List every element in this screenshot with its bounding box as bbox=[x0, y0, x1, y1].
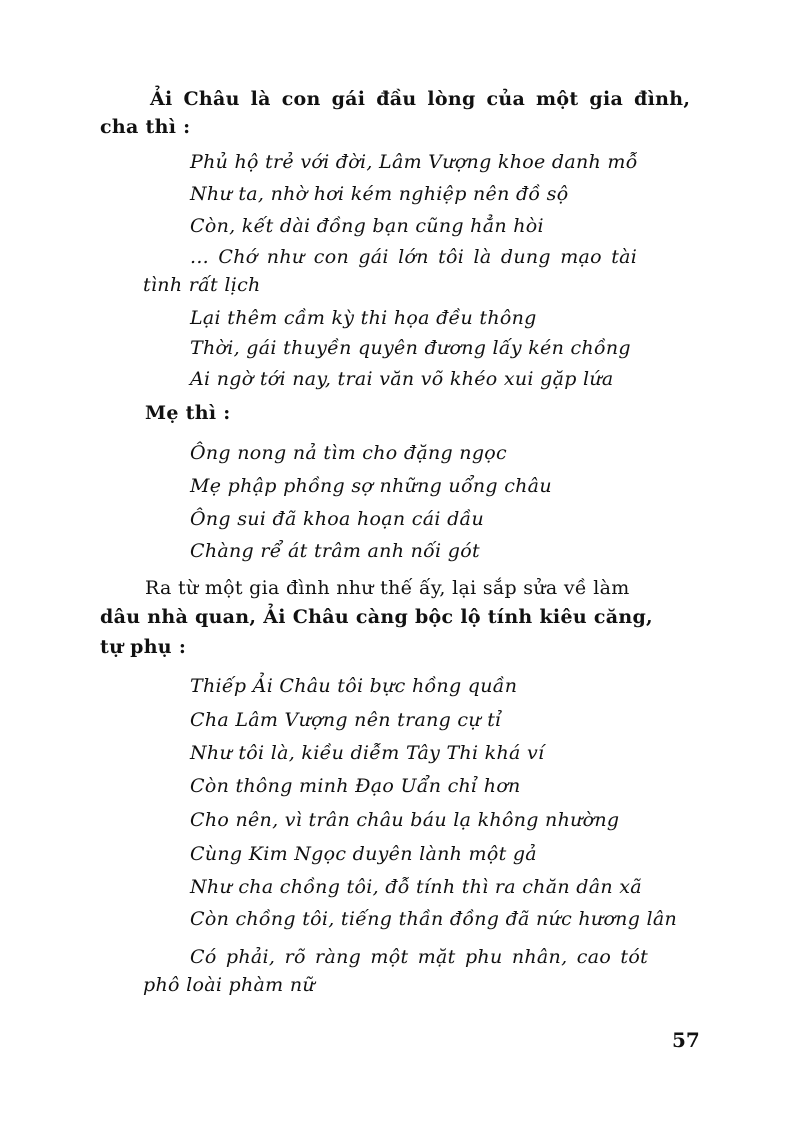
verse-line: Ông sui đã khoa hoạn cái dầu bbox=[190, 508, 485, 530]
verse-line: Ông nong nả tìm cho đặng ngọc bbox=[190, 442, 507, 464]
verse-line: Ai ngờ tới nay, trai văn võ khéo xui gặp lứa bbox=[190, 368, 614, 390]
verse-line: Chàng rể át trâm anh nối gót bbox=[190, 540, 480, 562]
verse-line: phô loài phàm nữ bbox=[143, 974, 315, 996]
verse-line: Còn chồng tôi, tiếng thần đồng đã nức hương lân bbox=[190, 908, 678, 930]
text-line: dâu nhà quan, Ải Châu càng bộc lộ tính kiêu căng, bbox=[100, 606, 653, 628]
verse-line: Thiếp Ải Châu tôi bực hồng quần bbox=[190, 675, 518, 697]
text-line: tự phụ : bbox=[100, 636, 187, 658]
verse-line: Mẹ phập phồng sợ những uổng châu bbox=[190, 475, 552, 497]
text-line: Ải Châu là con gái đầu lòng của một gia đình, bbox=[150, 88, 691, 110]
verse-line: tình rất lịch bbox=[143, 274, 261, 296]
verse-line: Phủ hộ trẻ với đời, Lâm Vượng khoe danh mỗ bbox=[190, 151, 638, 173]
verse-line: Có phải, rõ ràng một mặt phu nhân, cao tót bbox=[190, 946, 649, 968]
verse-line: Như ta, nhờ hơi kém nghiệp nên đồ sộ bbox=[190, 183, 569, 205]
verse-line: ... Chớ như con gái lớn tôi là dung mạo tài bbox=[190, 246, 638, 268]
verse-line: Lại thêm cầm kỳ thi họa đều thông bbox=[190, 307, 537, 329]
verse-line: Như tôi là, kiều diễm Tây Thi khá ví bbox=[190, 742, 545, 764]
verse-line: Còn, kết dài đồng bạn cũng hẳn hòi bbox=[190, 215, 544, 237]
verse-line: Cha Lâm Vượng nên trang cự tỉ bbox=[190, 709, 502, 731]
text-line: cha thì : bbox=[100, 116, 191, 138]
verse-line: Cùng Kim Ngọc duyên lành một gả bbox=[190, 843, 537, 865]
page-number: 57 bbox=[672, 1028, 700, 1052]
text-line: Mẹ thì : bbox=[145, 402, 231, 424]
text-line: Ra từ một gia đình như thế ấy, lại sắp sửa về làm bbox=[145, 577, 630, 599]
verse-line: Thời, gái thuyền quyên đương lấy kén chồng bbox=[190, 337, 631, 359]
verse-line: Cho nên, vì trân châu báu lạ không nhường bbox=[190, 809, 620, 831]
verse-line: Như cha chồng tôi, đỗ tính thì ra chăn dân xã bbox=[190, 876, 642, 898]
verse-line: Còn thông minh Đạo Uẩn chỉ hơn bbox=[190, 775, 521, 797]
